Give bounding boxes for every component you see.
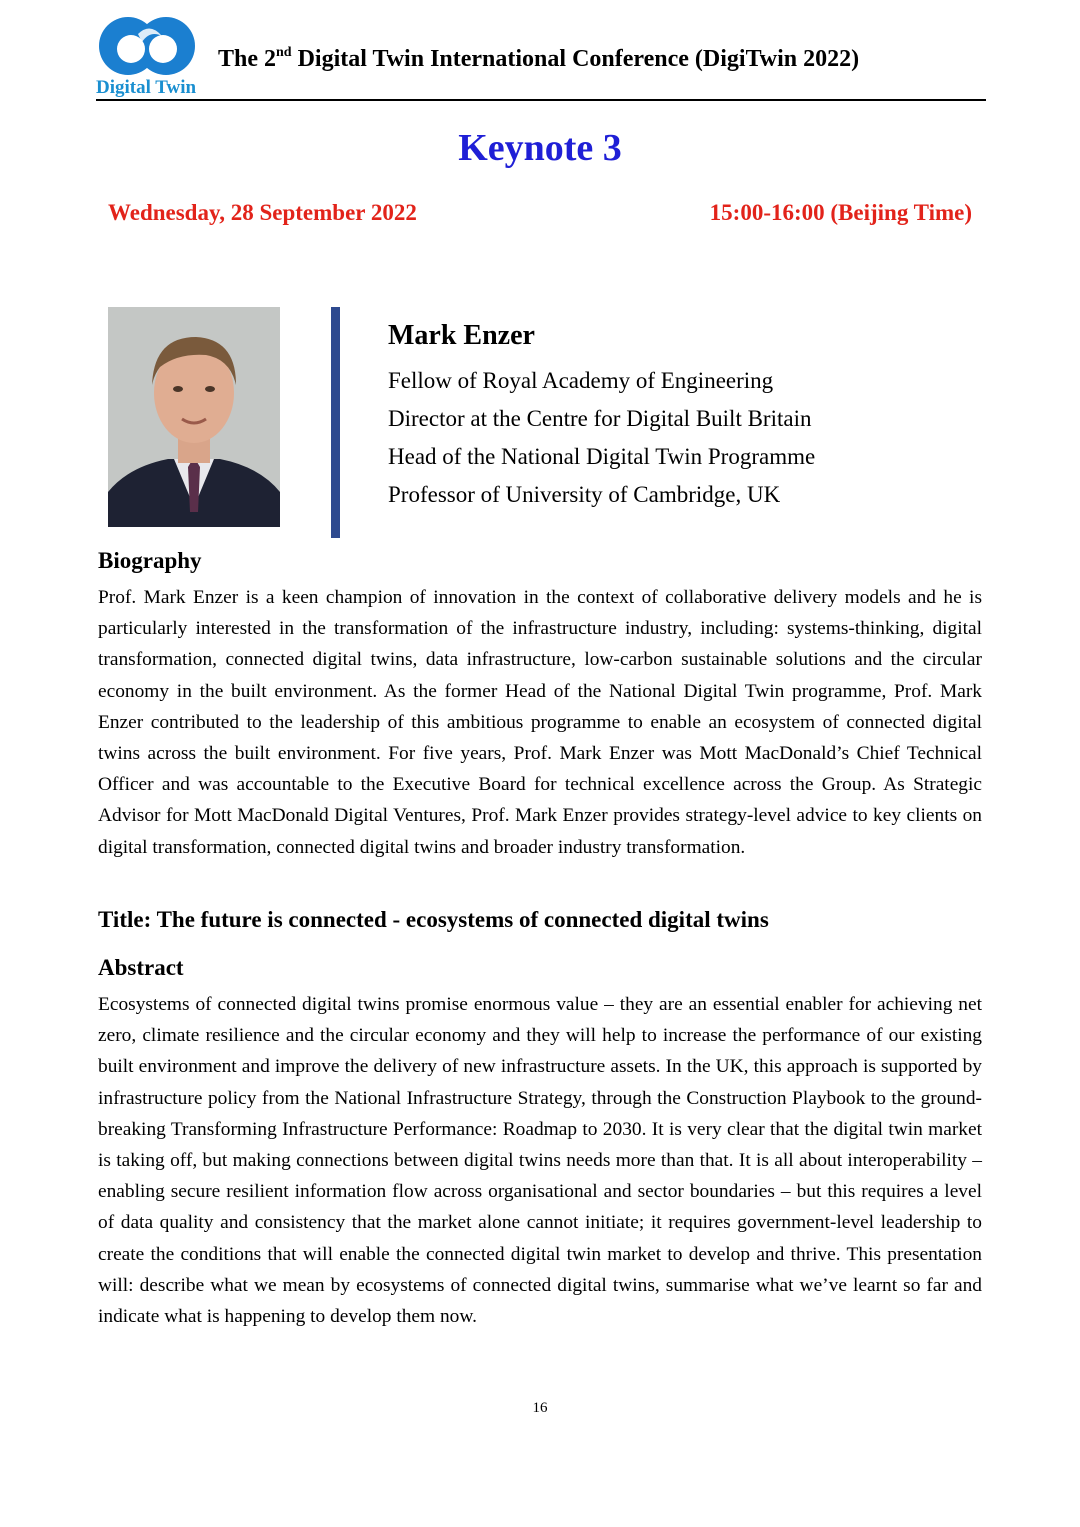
abstract-text: Ecosystems of connected digital twins promise enormous value – they are an essential enabler for achieving net zero, climate resilience and the circular economy and they will help to increase the performance of our existing built environment and improve the delivery of new infrastructure assets. In the UK, this approach is supported by infrastructure policy from the National Infrastructure Strategy, through the Construction Playbook to the ground-breaking Transforming Infrastructure Performance: Roadmap to 2030. It is very clear that the digital twin market is taking off, but making connections between digital twins needs more than that. It is all about interoperability – enabling secure resilient information flow across organisational and sector boundaries – but this requires a level of data quality and consistency that the market alone cannot initiate; it requires government-level leadership to create the conditions that will enable the connected digital twin market to develop and thrive. This presentation will: describe what we mean by ecosystems of connected digital twins, summarise what we’ve learnt so far and indicate what is happening to develop them now. xyxy=(98,994,982,1328)
accent-bar xyxy=(331,307,340,538)
header-divider xyxy=(96,99,986,101)
session-time: 15:00-16:00 (Beijing Time) xyxy=(709,200,972,225)
speaker-info xyxy=(388,320,815,514)
speaker-affiliation: Director at the Centre for Digital Built Britain xyxy=(388,406,812,431)
speaker-name: Mark Enzer xyxy=(388,320,535,351)
biography-heading: Biography xyxy=(98,548,202,573)
conference-title: The 2nd Digital Twin International Conference (DigiTwin 2022) xyxy=(218,45,860,72)
logo-text: Digital Twin xyxy=(96,77,197,98)
speaker-photo xyxy=(108,307,280,527)
keynote-heading: Keynote 3 xyxy=(458,127,622,169)
page-header xyxy=(96,12,986,100)
abstract-heading: Abstract xyxy=(98,955,184,980)
talk-title: Title: The future is connected - ecosystems of connected digital twins xyxy=(98,907,769,932)
biography-text: Prof. Mark Enzer is a keen champion of innovation in the context of collaborative delivery models and he is particularly interested in the transformation of the infrastructure industry, including: systems-thinking, digital transformation, connected digital twins, data infrastructure, low-carbon sustainable solutions and the circular economy in the built environment. As the former Head of the National Digital Twin programme, Prof. Mark Enzer contributed to the leadership of this ambitious programme to enable an ecosystem of connected digital twins across the built environment. For five years, Prof. Mark Enzer was Mott MacDonald’s Chief Technical Officer and was accountable to the Executive Board for technical excellence across the Group. As Strategic Advisor for Mott MacDonald Digital Ventures, Prof. Mark Enzer provides strategy-level advice to key clients on digital transformation, connected digital twins and broader industry transformation. xyxy=(98,587,982,858)
page-number: 16 xyxy=(532,1400,548,1416)
speaker-affiliation: Head of the National Digital Twin Programme xyxy=(388,444,816,469)
speaker-affiliation: Fellow of Royal Academy of Engineering xyxy=(388,368,774,393)
logo-rings-icon xyxy=(98,16,196,78)
speaker-affiliation: Professor of University of Cambridge, UK xyxy=(388,482,781,507)
digital-twin-logo xyxy=(96,12,206,100)
session-date: Wednesday, 28 September 2022 xyxy=(108,200,417,225)
